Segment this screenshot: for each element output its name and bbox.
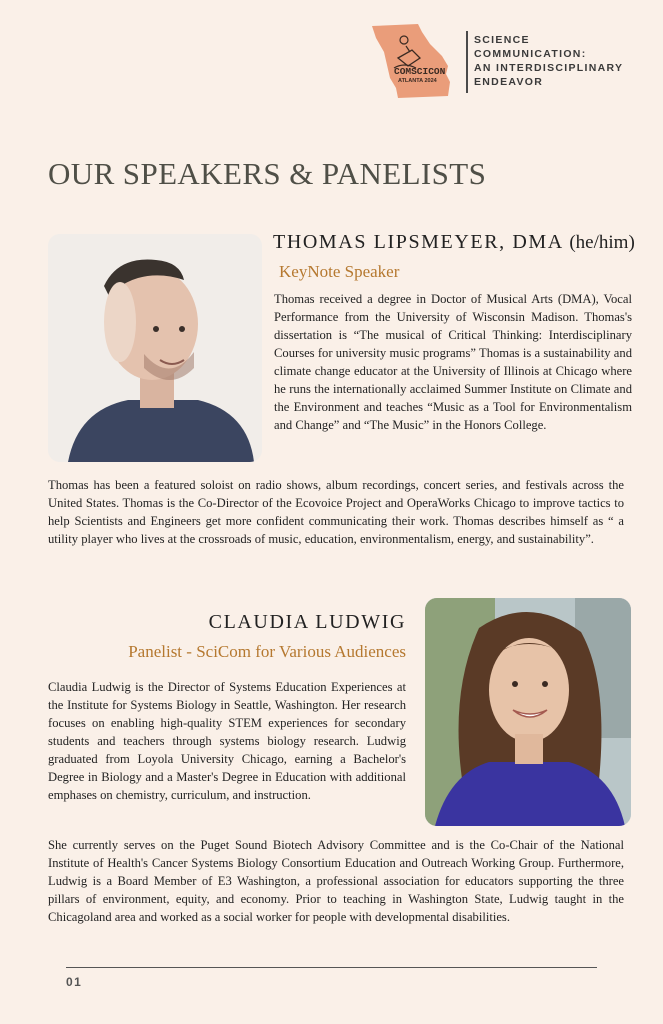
panelist-role: Panelist - SciCom for Various Audiences (128, 642, 406, 661)
claudia-ludwig-photo (425, 598, 631, 826)
page-number: 01 (66, 975, 83, 989)
panelist-bio-intro: Claudia Ludwig is the Director of Systems Education Experiences at the Institute for Systems Biology in Seattle, Washington. Her research focuses on enabling high-quality STEM experiences for secondary students and teachers through systems biology research. Ludwig graduated from Loyola University Chicago, earning a Bachelor's Degree in Biology and a Master's Degree in Education with additional emphases on chemistry, curriculum, and instruction. (48, 680, 406, 802)
speaker-name-text: THOMAS LIPSMEYER, DMA (273, 231, 563, 253)
panelist-bio-more: She currently serves on the Puget Sound Biotech Advisory Committee and is the Co-Chair of the National Institute of Health's Cancer Systems Biology Consortium Education and Outreach Working Group. Furthermore, Ludwig is a Board Member of E3 Washington, a professional association for educators supporting the three pillars of environment, equity, and economy. Prior to teaching in Washington State, Ludwig taught in the Chicagoland area and worked as a social worker for people with developmental disabilities. (48, 838, 624, 924)
speaker-name (273, 231, 635, 254)
panelist-name: CLAUDIA LUDWIG (208, 611, 406, 633)
comscicon-logo (368, 22, 464, 100)
page-title: OUR SPEAKERS & PANELISTS (48, 156, 487, 191)
tagline-line: AN INTERDISCIPLINARY (474, 62, 624, 74)
logo-name: COMSCICON (394, 66, 446, 77)
tagline-line: SCIENCE (474, 34, 530, 46)
header-divider (466, 31, 468, 93)
tagline-line: ENDEAVOR (474, 76, 544, 88)
thomas-lipsmeyer-photo (48, 234, 262, 462)
speaker-bio-more: Thomas has been a featured soloist on radio shows, album recordings, concert series, and festivals across the United States. Thomas is the Co-Director of the Ecovoice Project and OperaWorks Chicago to improve tactics to help Scientists and Engineers get more confident communicating their work. Thomas describes himself as “ a utility player who lives at the crossroads of music, education, environmentalism, energy, and sustainability”. (48, 478, 624, 546)
header-tagline (474, 33, 623, 89)
tagline-line: COMMUNICATION: (474, 48, 587, 60)
footer-divider (66, 967, 597, 968)
logo-subtitle: ATLANTA 2024 (398, 78, 437, 84)
speaker-role: KeyNote Speaker (279, 262, 400, 281)
speaker-pronouns: (he/him) (569, 232, 635, 253)
speaker-bio-intro: Thomas received a degree in Doctor of Musical Arts (DMA), Vocal Performance from the University of Wisconsin Madison. Thomas's dissertation is “The musical of Critical Thinking: Interdisciplinary Courses for university music programs” Thomas is a sustainability and climate change educator at the University of Illinois at Chicago where he runs the internationally acclaimed Summer Institute on Climate and the Environment and teaches “Music as a Tool for Environmentalism and Change” and “The Music” in the Honors College. (274, 292, 632, 432)
